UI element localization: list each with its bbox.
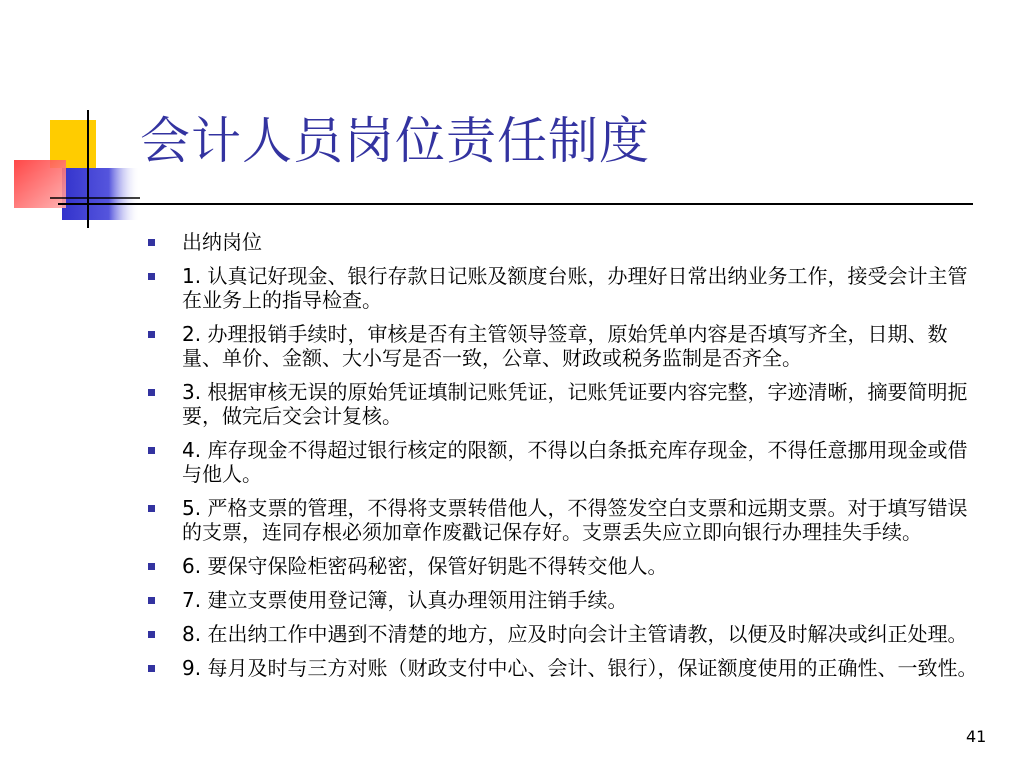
list-item: 6. 要保守保险柜密码秘密，保管好钥匙不得转交他人。: [145, 554, 985, 578]
square-bullet-icon: [148, 665, 155, 672]
blue-gradient-bar: [62, 168, 140, 220]
square-bullet-icon: [148, 505, 155, 512]
slide-title: 会计人员岗位责任制度: [140, 112, 650, 170]
square-bullet-icon: [148, 597, 155, 604]
title-divider: [58, 203, 973, 205]
square-bullet-icon: [148, 331, 155, 338]
square-bullet-icon: [148, 631, 155, 638]
square-bullet-icon: [148, 563, 155, 570]
list-item: 5. 严格支票的管理，不得将支票转借他人，不得签发空白支票和远期支票。对于填写错误的支票，连同存根必须加章作废戳记保存好。支票丢失应立即向银行办理挂失手续。: [145, 496, 985, 544]
red-square: [14, 160, 66, 208]
bullet-list: [145, 230, 985, 690]
list-item: 出纳岗位: [145, 230, 985, 254]
list-item: 7. 建立支票使用登记簿，认真办理领用注销手续。: [145, 588, 985, 612]
list-item: 2. 办理报销手续时，审核是否有主管领导签章，原始凭单内容是否填写齐全，日期、数量、单价、金额、大小写是否一致，公章、财政或税务监制是否齐全。: [145, 322, 985, 370]
page-number: 41: [966, 727, 987, 746]
list-item: 4. 库存现金不得超过银行核定的限额，不得以白条抵充库存现金，不得任意挪用现金或借与他人。: [145, 438, 985, 486]
list-item: 1. 认真记好现金、银行存款日记账及额度台账，办理好日常出纳业务工作，接受会计主管在业务上的指导检查。: [145, 264, 985, 312]
square-bullet-icon: [148, 389, 155, 396]
square-bullet-icon: [148, 273, 155, 280]
list-item: 3. 根据审核无误的原始凭证填制记账凭证，记账凭证要内容完整，字迹清晰，摘要简明扼要，做完后交会计复核。: [145, 380, 985, 428]
list-item: 8. 在出纳工作中遇到不清楚的地方，应及时向会计主管请教，以便及时解决或纠正处理。: [145, 622, 985, 646]
square-bullet-icon: [148, 239, 155, 246]
list-item: 9. 每月及时与三方对账（财政支付中心、会计、银行），保证额度使用的正确性、一致性。: [145, 656, 985, 680]
square-bullet-icon: [148, 447, 155, 454]
